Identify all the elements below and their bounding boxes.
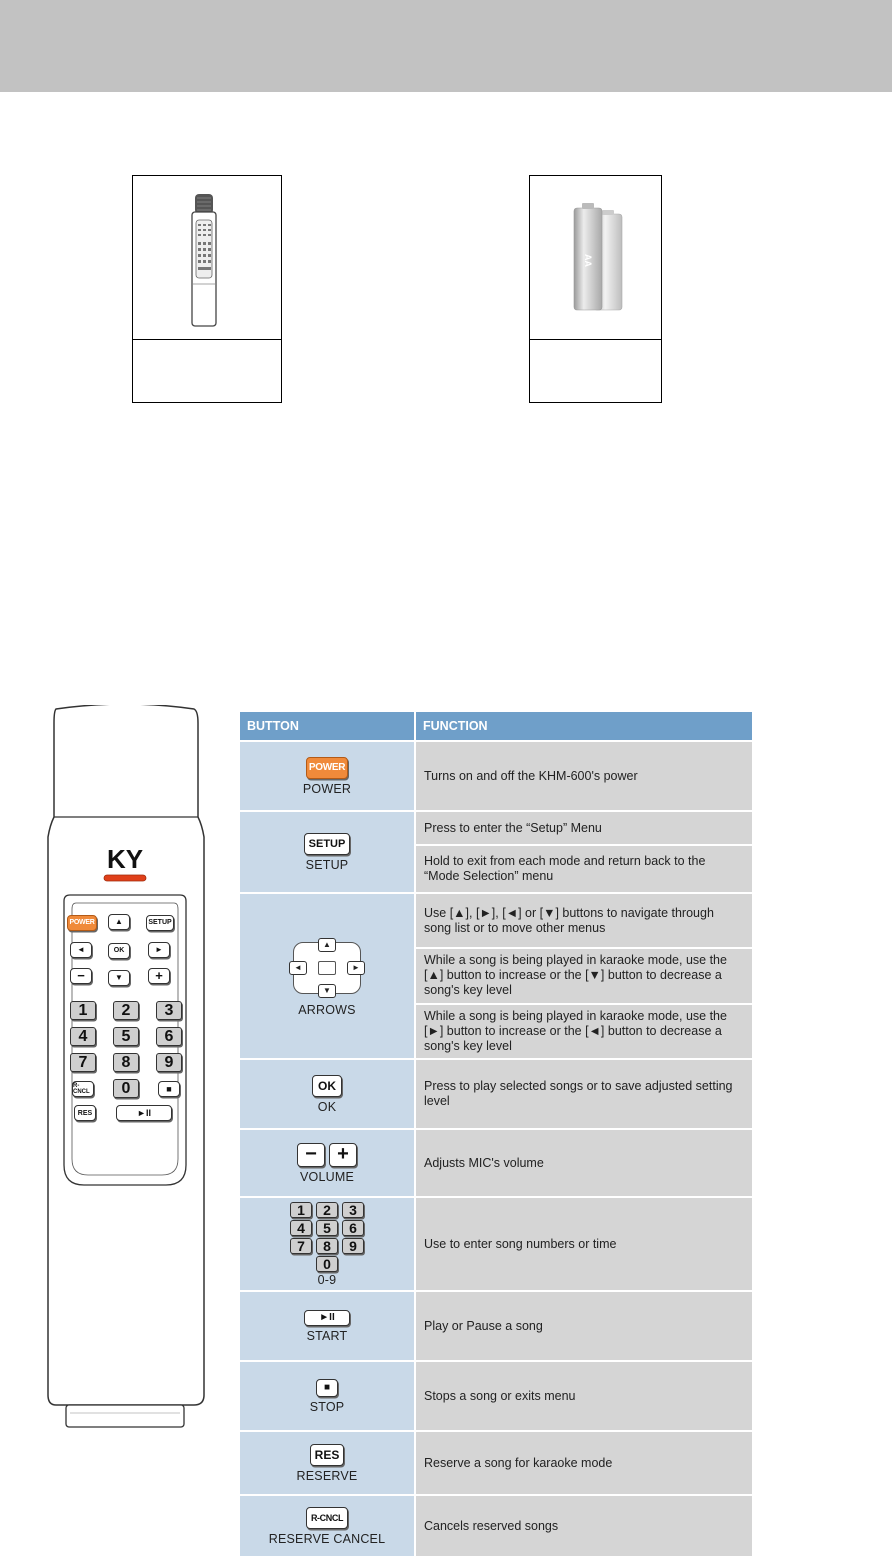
remote-key-9[interactable]: 9 <box>156 1053 182 1072</box>
function-text: Press to enter the “Setup” Menu <box>424 820 602 835</box>
battery-thumbnail-icon <box>530 176 663 340</box>
table-row-numbers <box>240 1196 752 1290</box>
remote-setup-button[interactable]: SETUP <box>146 915 174 931</box>
button-label: RESERVE <box>296 1468 358 1483</box>
table-row-arrows <box>240 892 752 1058</box>
remote-plus-button[interactable]: + <box>148 968 170 984</box>
table-row-ok <box>240 1058 752 1128</box>
function-text: Use to enter song numbers or time <box>424 1236 617 1251</box>
table-row-stop <box>240 1360 752 1430</box>
microphone-thumbnail-icon <box>133 176 283 340</box>
function-text: Use [▲], [►], [◄] or [▼] buttons to navigate through song list or to move other menus <box>424 905 714 935</box>
remote-logo: KY <box>106 844 144 874</box>
function-text: While a song is being played in karaoke mode, use the [►] button to increase or the [◄] button to decrease a song's key level <box>416 1003 752 1058</box>
function-cell <box>416 1198 752 1290</box>
play-pause-key-icon: ►II <box>304 1310 350 1326</box>
function-text: Cancels reserved songs <box>424 1518 559 1533</box>
function-text: Play or Pause a song <box>424 1318 543 1333</box>
remote-key-1[interactable]: 1 <box>70 1001 96 1020</box>
ok-key-icon: OK <box>312 1075 342 1097</box>
button-label: SETUP <box>305 857 349 872</box>
remote-minus-button[interactable]: − <box>70 968 92 984</box>
table-row-start <box>240 1290 752 1360</box>
header-function: FUNCTION <box>423 719 488 733</box>
function-cell <box>416 1060 752 1128</box>
button-label: START <box>306 1328 348 1343</box>
remote-power-button[interactable]: POWER <box>67 915 97 931</box>
plus-key-icon: + <box>329 1143 357 1167</box>
arrow-down-icon: ▼ <box>318 984 336 998</box>
number-key-icon: 1 <box>290 1202 312 1218</box>
header-button: BUTTON <box>240 712 416 740</box>
accessory-battery-box <box>529 175 662 403</box>
battery-image-area <box>530 176 661 340</box>
button-cell <box>240 1292 416 1360</box>
function-cell <box>416 1496 752 1556</box>
button-label: POWER <box>302 781 352 796</box>
function-text: Hold to exit from each mode and return back to the “Mode Selection” menu <box>416 844 752 892</box>
button-cell <box>240 1496 416 1556</box>
power-key-icon: POWER <box>306 757 348 779</box>
setup-key-icon: SETUP <box>304 833 351 855</box>
table-row-setup <box>240 810 752 892</box>
rcncl-key-icon: R-CNCL <box>306 1507 348 1529</box>
remote-key-5[interactable]: 5 <box>113 1027 139 1046</box>
remote-key-2[interactable]: 2 <box>113 1001 139 1020</box>
function-text: While a song is being played in karaoke mode, use the [▲] button to increase or the [▼] button to decrease a song's key level <box>416 947 752 1002</box>
button-label: STOP <box>309 1399 345 1414</box>
function-cell <box>416 1130 752 1196</box>
microphone-image-area <box>133 176 281 340</box>
remote-down-button[interactable]: ▼ <box>108 970 130 986</box>
function-text: Adjusts MIC's volume <box>424 1155 544 1170</box>
button-label: OK <box>317 1099 337 1114</box>
number-key-icon: 9 <box>342 1238 364 1254</box>
function-cell <box>416 894 752 1058</box>
function-cell <box>416 1362 752 1430</box>
button-label: ARROWS <box>298 1002 356 1017</box>
remote-key-3[interactable]: 3 <box>156 1001 182 1020</box>
arrow-pad-icon <box>287 936 367 1000</box>
remote-stop-button[interactable]: ■ <box>158 1081 180 1097</box>
stop-key-icon: ■ <box>316 1379 338 1397</box>
number-key-icon: 7 <box>290 1238 312 1254</box>
function-text: Turns on and off the KHM-600's power <box>424 768 638 783</box>
remote-microphone-illustration <box>40 705 210 1433</box>
number-key-icon: 2 <box>316 1202 338 1218</box>
button-cell <box>240 1362 416 1430</box>
top-banner <box>0 0 892 92</box>
arrow-up-icon: ▲ <box>318 938 336 952</box>
number-key-icon: 0 <box>316 1256 338 1272</box>
remote-key-6[interactable]: 6 <box>156 1027 182 1046</box>
remote-play-pause-button[interactable]: ►II <box>116 1105 172 1121</box>
number-key-icon: 6 <box>342 1220 364 1236</box>
remote-res-button[interactable]: RES <box>74 1105 96 1121</box>
remote-up-button[interactable]: ▲ <box>108 914 130 930</box>
function-text: Press to play selected songs or to save adjusted setting level <box>424 1079 733 1108</box>
table-row-volume <box>240 1128 752 1196</box>
button-function-table <box>240 712 752 1556</box>
minus-key-icon: − <box>297 1143 325 1167</box>
function-text: Stops a song or exits menu <box>424 1388 576 1403</box>
function-cell <box>416 1292 752 1360</box>
button-cell <box>240 1130 416 1196</box>
remote-left-button[interactable]: ◄ <box>70 942 92 958</box>
remote-right-button[interactable]: ► <box>148 942 170 958</box>
button-cell <box>240 742 416 810</box>
button-cell <box>240 1198 416 1290</box>
accessory-microphone-box <box>132 175 282 403</box>
number-key-icon: 8 <box>316 1238 338 1254</box>
remote-rcncl-button[interactable]: R-CNCL <box>72 1081 94 1097</box>
remote-key-7[interactable]: 7 <box>70 1053 96 1072</box>
number-key-icon: 4 <box>290 1220 312 1236</box>
function-cell <box>416 812 752 892</box>
table-row-reserve <box>240 1430 752 1494</box>
table-header <box>240 712 752 740</box>
battery-mark: AA <box>583 254 593 267</box>
remote-key-4[interactable]: 4 <box>70 1027 96 1046</box>
function-cell <box>416 1432 752 1494</box>
arrow-left-icon: ◄ <box>289 961 307 975</box>
button-label: VOLUME <box>300 1169 354 1184</box>
table-row-power <box>240 740 752 810</box>
function-text: Reserve a song for karaoke mode <box>424 1455 613 1470</box>
button-cell <box>240 812 416 892</box>
remote-ok-button[interactable]: OK <box>108 943 130 959</box>
button-cell <box>240 1060 416 1128</box>
table-row-reserve-cancel <box>240 1494 752 1556</box>
function-cell <box>416 742 752 810</box>
button-cell <box>240 1432 416 1494</box>
remote-key-8[interactable]: 8 <box>113 1053 139 1072</box>
number-key-icon: 5 <box>316 1220 338 1236</box>
number-key-icon: 3 <box>342 1202 364 1218</box>
arrow-right-icon: ► <box>347 961 365 975</box>
button-cell <box>240 894 416 1058</box>
button-label: RESERVE CANCEL <box>268 1531 386 1546</box>
button-label: 0-9 <box>317 1273 337 1287</box>
remote-key-0[interactable]: 0 <box>113 1079 139 1098</box>
res-key-icon: RES <box>310 1444 345 1466</box>
